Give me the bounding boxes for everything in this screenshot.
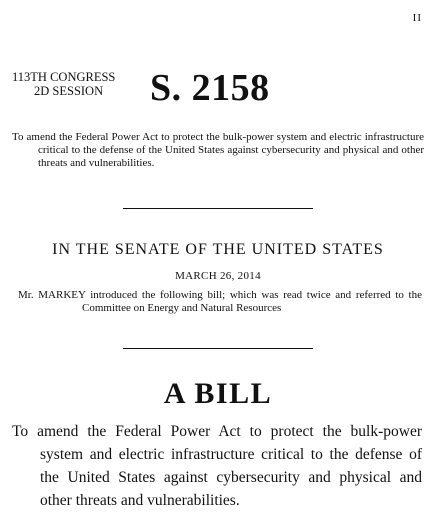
session-label: 2D SESSION xyxy=(34,84,104,98)
congress-session-block xyxy=(12,70,115,98)
page-marker: II xyxy=(412,12,422,24)
action-statement-text: Mr. MARKEY introduced the following bill; which was read twice and referred to the Committee on Energy and Natural Resources xyxy=(18,289,422,314)
bill-purpose-text: To amend the Federal Power Act to protect the bulk-power system and electric infrastructure critical to the defense of the United States against cybersecurity and physical and other threats and vulnerabilities. xyxy=(12,423,422,509)
short-title xyxy=(12,131,424,170)
senate-heading: IN THE SENATE OF THE UNITED STATES xyxy=(52,241,384,258)
bill-number: S. 2158 xyxy=(150,67,270,109)
action-statement xyxy=(18,289,422,315)
divider-rule xyxy=(123,348,313,349)
bill-heading: A BILL xyxy=(163,377,273,410)
divider-rule xyxy=(123,208,313,209)
congress-label: 113TH CONGRESS xyxy=(12,70,116,84)
short-title-text: To amend the Federal Power Act to protect the bulk-power system and electric infrastructure critical to the defense of the United States against cybersecurity and physical and other threats and vulnerabilities. xyxy=(12,131,424,169)
bill-purpose xyxy=(12,420,422,512)
introduction-date: MARCH 26, 2014 xyxy=(175,270,261,282)
